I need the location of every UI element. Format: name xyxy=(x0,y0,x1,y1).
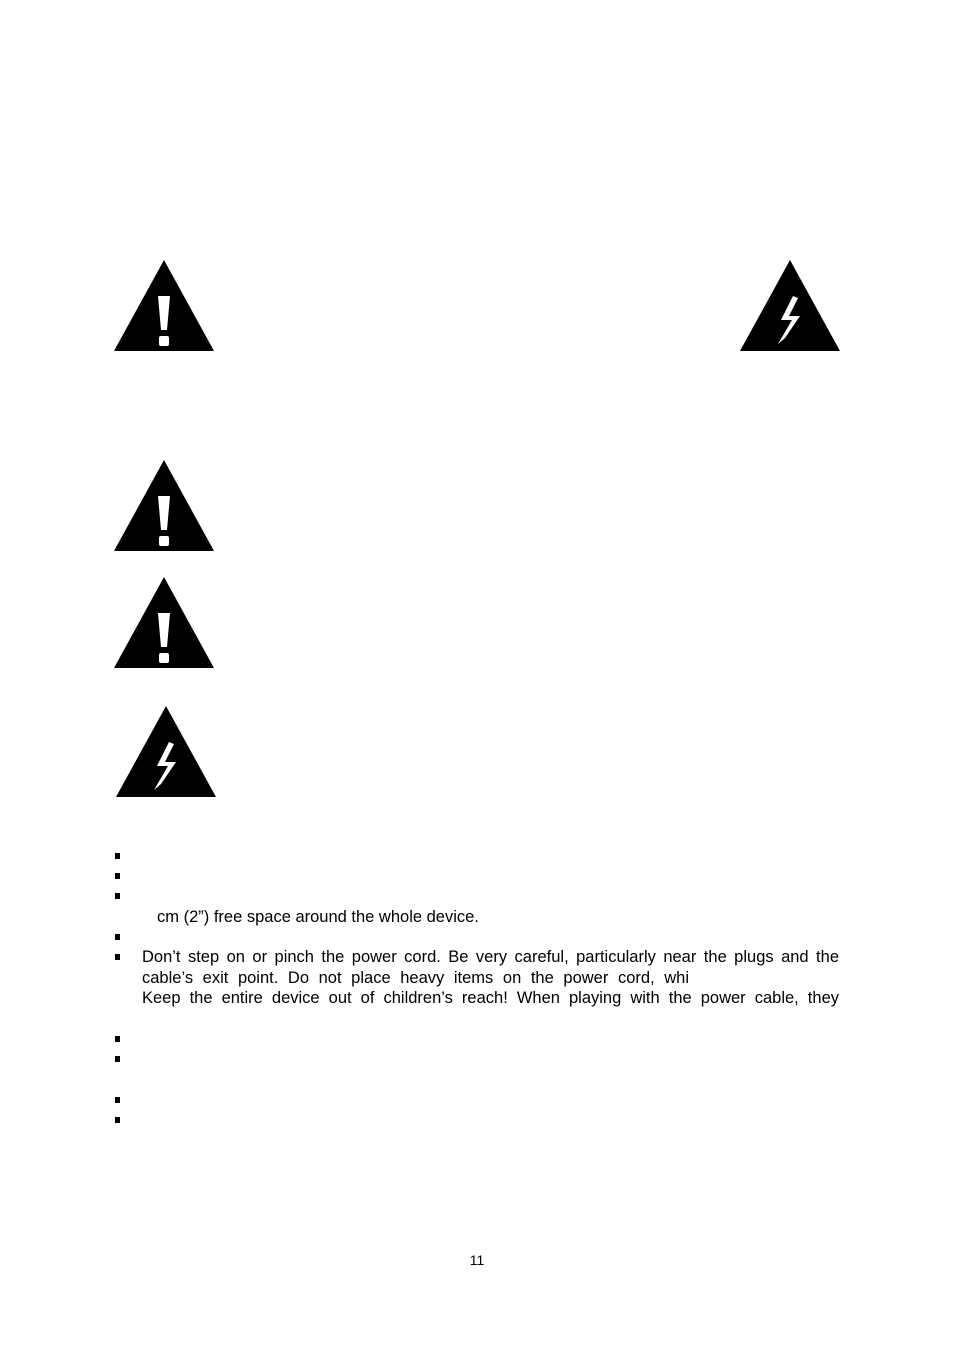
warning-exclamation-icon xyxy=(112,258,216,353)
list-bullet xyxy=(115,1036,120,1042)
list-bullet xyxy=(115,853,120,859)
list-bullet xyxy=(115,1097,120,1103)
electric-shock-icon xyxy=(738,258,841,353)
list-bullet xyxy=(115,934,120,940)
power-cord-text-line-2: cable’s exit point. Do not place heavy items on the power cord, whi xyxy=(142,969,689,987)
list-bullet xyxy=(115,1056,120,1062)
electric-shock-icon xyxy=(114,704,217,799)
list-bullet xyxy=(115,954,120,960)
list-bullet xyxy=(115,893,120,899)
warning-exclamation-icon xyxy=(112,458,216,553)
page-number: 11 xyxy=(469,1252,485,1268)
children-reach-text: Keep the entire device out of children’s reach! When playing with the power cable, they xyxy=(142,989,839,1007)
list-bullet xyxy=(115,1117,120,1123)
free-space-text: cm (2”) free space around the whole device. xyxy=(157,908,479,926)
power-cord-text-line-1: Don’t step on or pinch the power cord. Be very careful, particularly near the plugs and the xyxy=(142,948,839,966)
list-bullet xyxy=(115,873,120,879)
warning-exclamation-icon xyxy=(112,575,216,670)
